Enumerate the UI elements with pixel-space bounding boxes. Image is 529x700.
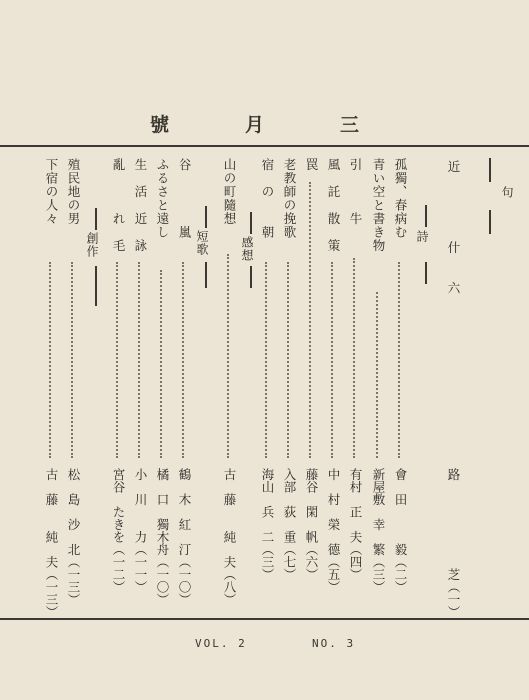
toc-entry-title: 山の町隨想 — [222, 158, 237, 226]
section-bar — [250, 212, 252, 234]
toc-entry-author: 會 田 毅（二） — [393, 468, 408, 593]
dot-leader — [287, 262, 291, 458]
dot-leader — [265, 262, 269, 458]
dot-leader — [353, 258, 357, 458]
toc-entry-author: 路 芝（一） — [446, 468, 461, 618]
bottom-rule — [0, 618, 529, 620]
toc-entry-author: 橘 口 獨木舟（一〇） — [155, 468, 170, 606]
dot-leader — [138, 262, 142, 458]
toc-entry-title: 下宿の人々 — [44, 158, 59, 226]
section-label-ku: 句 — [500, 186, 514, 199]
section-bar — [205, 206, 207, 228]
dot-leader — [331, 262, 335, 458]
dot-leader — [309, 182, 313, 458]
toc-entry-title: 孤獨、春病む — [393, 158, 408, 239]
toc-entry-title: 生 活 近 詠 — [133, 158, 148, 253]
dot-leader — [49, 262, 53, 458]
toc-entry-title: 殖民地の男 — [66, 158, 81, 226]
issue-title — [0, 110, 529, 134]
toc-entry-title: 宿 の 朝 — [260, 158, 275, 239]
section-bar — [425, 205, 427, 227]
toc-entry-author: 古 藤 純 夫（一三） — [44, 468, 59, 618]
section-bar — [95, 208, 97, 230]
toc-entry-author: 小 川 力（一一） — [133, 468, 148, 593]
toc-entry-author: 宮谷 たきを（一二） — [111, 468, 126, 593]
section-label-sosaku: 創作 — [85, 232, 99, 258]
toc-entry-author: 鶴 木 紅 汀（一〇） — [177, 468, 192, 606]
toc-entry-author: 松 島 沙 北（一三） — [66, 468, 81, 606]
dot-leader — [398, 262, 402, 458]
toc-entry-author: 海山 兵 二（三） — [260, 468, 275, 581]
toc-entry-author: 新屋敷 幸 繁（三） — [371, 468, 386, 593]
toc-entry-author: 中 村 榮 德（五） — [326, 468, 341, 593]
toc-entry-title: 引 牛 — [348, 158, 363, 226]
dot-leader — [160, 270, 164, 458]
toc-entry-title: ふるさと遠し — [155, 158, 170, 239]
volume-number: VOL. 2 — [195, 637, 247, 650]
top-rule — [0, 145, 529, 147]
section-bar — [205, 262, 207, 288]
section-label-tanka: 短歌 — [195, 230, 209, 256]
toc-entry-title: 亂 れ 毛 — [111, 158, 126, 253]
dot-leader — [182, 262, 186, 458]
dot-leader — [227, 254, 231, 458]
section-bar — [489, 158, 491, 182]
dot-leader — [116, 262, 120, 458]
toc-entry-author: 藤谷 閑 帆（六） — [304, 468, 319, 581]
toc-entry-title: 罠 — [304, 158, 319, 172]
toc-entry-author: 古 藤 純 夫（八） — [222, 468, 237, 606]
issue-title-char: 三 — [340, 114, 360, 136]
dot-leader — [71, 262, 75, 458]
toc-entry-title: 風 託 散 策 — [326, 158, 341, 253]
toc-entry-author: 有村 正 夫（四） — [348, 468, 363, 581]
toc-entry-author: 入部 荻 重（七） — [282, 468, 297, 581]
issue-title-char: 月 — [245, 114, 265, 136]
toc-entry-title: 青い空と書き物 — [371, 158, 386, 253]
dot-leader — [376, 292, 380, 458]
section-bar — [95, 266, 97, 306]
issue-number: NO. 3 — [312, 637, 356, 650]
toc-entry-title: 老教師の挽歌 — [282, 158, 297, 239]
section-bar — [250, 266, 252, 288]
section-label-kanso: 感想 — [240, 236, 254, 262]
section-bar — [489, 210, 491, 234]
toc-entry-title: 近 什 六 — [446, 160, 461, 295]
toc-entry-title: 谷 嵐 — [177, 158, 192, 239]
issue-title-char: 號 — [150, 114, 170, 136]
section-bar — [425, 262, 427, 284]
section-label-shi: 詩 — [415, 230, 429, 243]
